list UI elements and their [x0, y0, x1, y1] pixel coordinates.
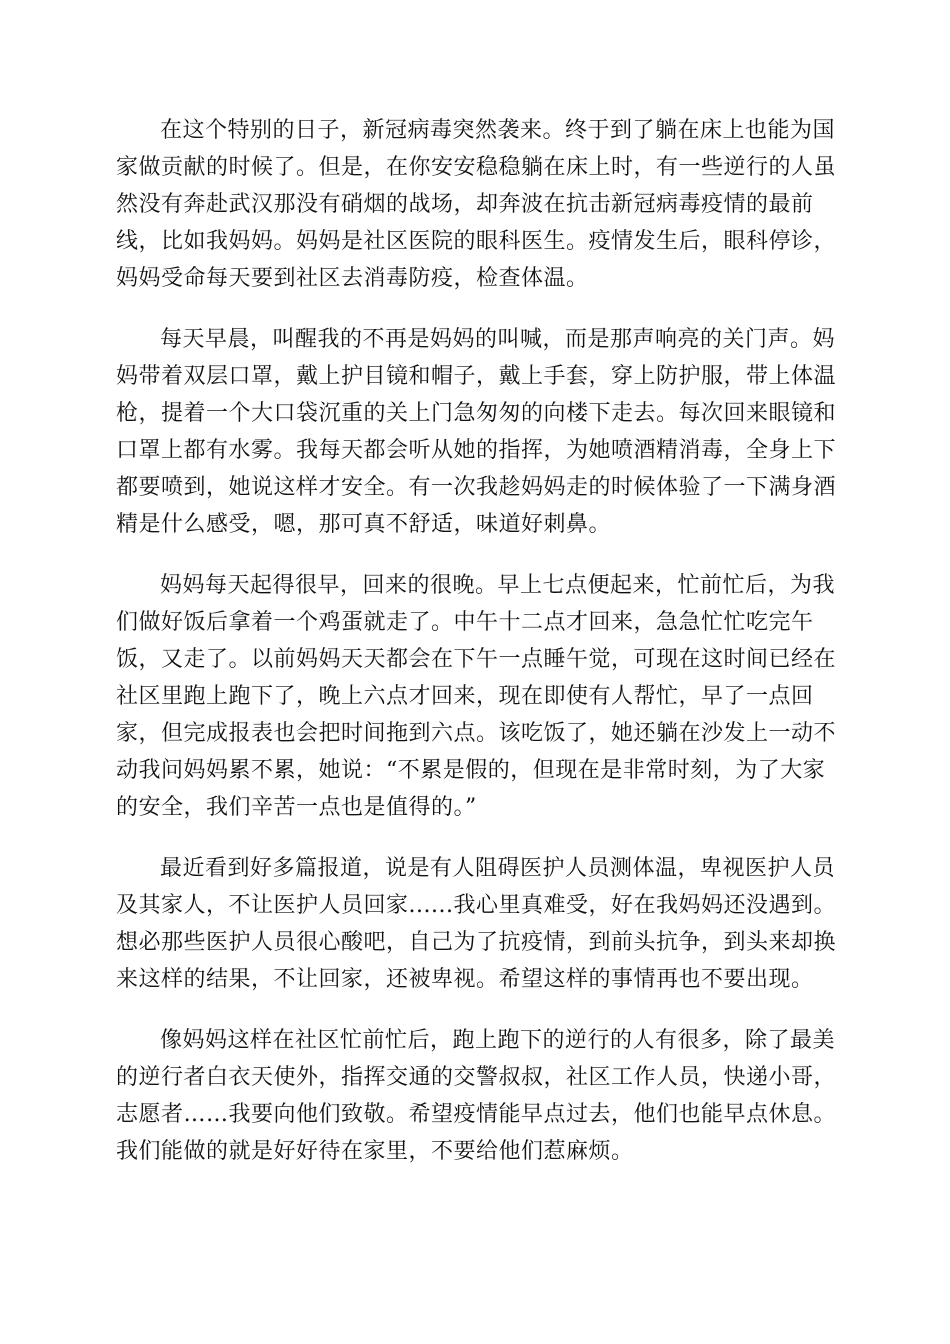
paragraph-3: 妈妈每天起得很早，回来的很晚。早上七点便起来，忙前忙后，为我们做好饭后拿着一个鸡蛋就走了。中午十二点才回来，急急忙忙吃完午饭，又走了。以前妈妈天天都会在下午一点睡午觉，可现在这时间已经在社区里跑上跑下了，晚上六点才回来，现在即使有人帮忙，早了一点回家，但完成报表也会把时间拖到六点。该吃饭了，她还躺在沙发上一动不动我问妈妈累不累，她说：“不累是假的，但现在是非常时刻，为了大家的安全，我们辛苦一点也是值得的。”: [116, 573, 837, 820]
paragraph-2: 每天早晨，叫醒我的不再是妈妈的叫喊，而是那声响亮的关门声。妈妈带着双层口罩，戴上护目镜和帽子，戴上手套，穿上防护服，带上体温枪，提着一个大口袋沉重的关上门急匆匆的向楼下走去。每次回来眼镜和口罩上都有水雾。我每天都会听从她的指挥，为她喷酒精消毒，全身上下都要喷到，她说这样才安全。有一次我趁妈妈走的时候体验了一下满身酒精是什么感受，嗯，那可真不舒适，味道好刺鼻。: [116, 327, 837, 537]
paragraph-4: 最近看到好多篇报道，说是有人阻碍医护人员测体温，卑视医护人员及其家人，不让医护人员回家......我心里真难受，好在我妈妈还没遇到。想必那些医护人员很心酸吧，自己为了抗疫情，到前头抗争，到头来却换来这样的结果，不让回家，还被卑视。希望这样的事情再也不要出现。: [116, 856, 837, 992]
paragraph-1: 在这个特别的日子，新冠病毒突然袭来。终于到了躺在床上也能为国家做贡献的时候了。但是，在你安安稳稳躺在床上时，有一些逆行的人虽然没有奔赴武汉那没有硝烟的战场，却奔波在抗击新冠病毒疫情的最前线，比如我妈妈。妈妈是社区医院的眼科医生。疫情发生后，眼科停诊，妈妈受命每天要到社区去消毒防疫，检查体温。: [116, 118, 837, 291]
paragraph-5: 像妈妈这样在社区忙前忙后，跑上跑下的逆行的人有很多，除了最美的逆行者白衣天使外，指挥交通的交警叔叔，社区工作人员，快递小哥，志愿者……我要向他们致敬。希望疫情能早点过去，他们也能早点休息。我们能做的就是好好待在家里，不要给他们惹麻烦。: [116, 1028, 837, 1164]
article-body: [116, 112, 836, 1170]
